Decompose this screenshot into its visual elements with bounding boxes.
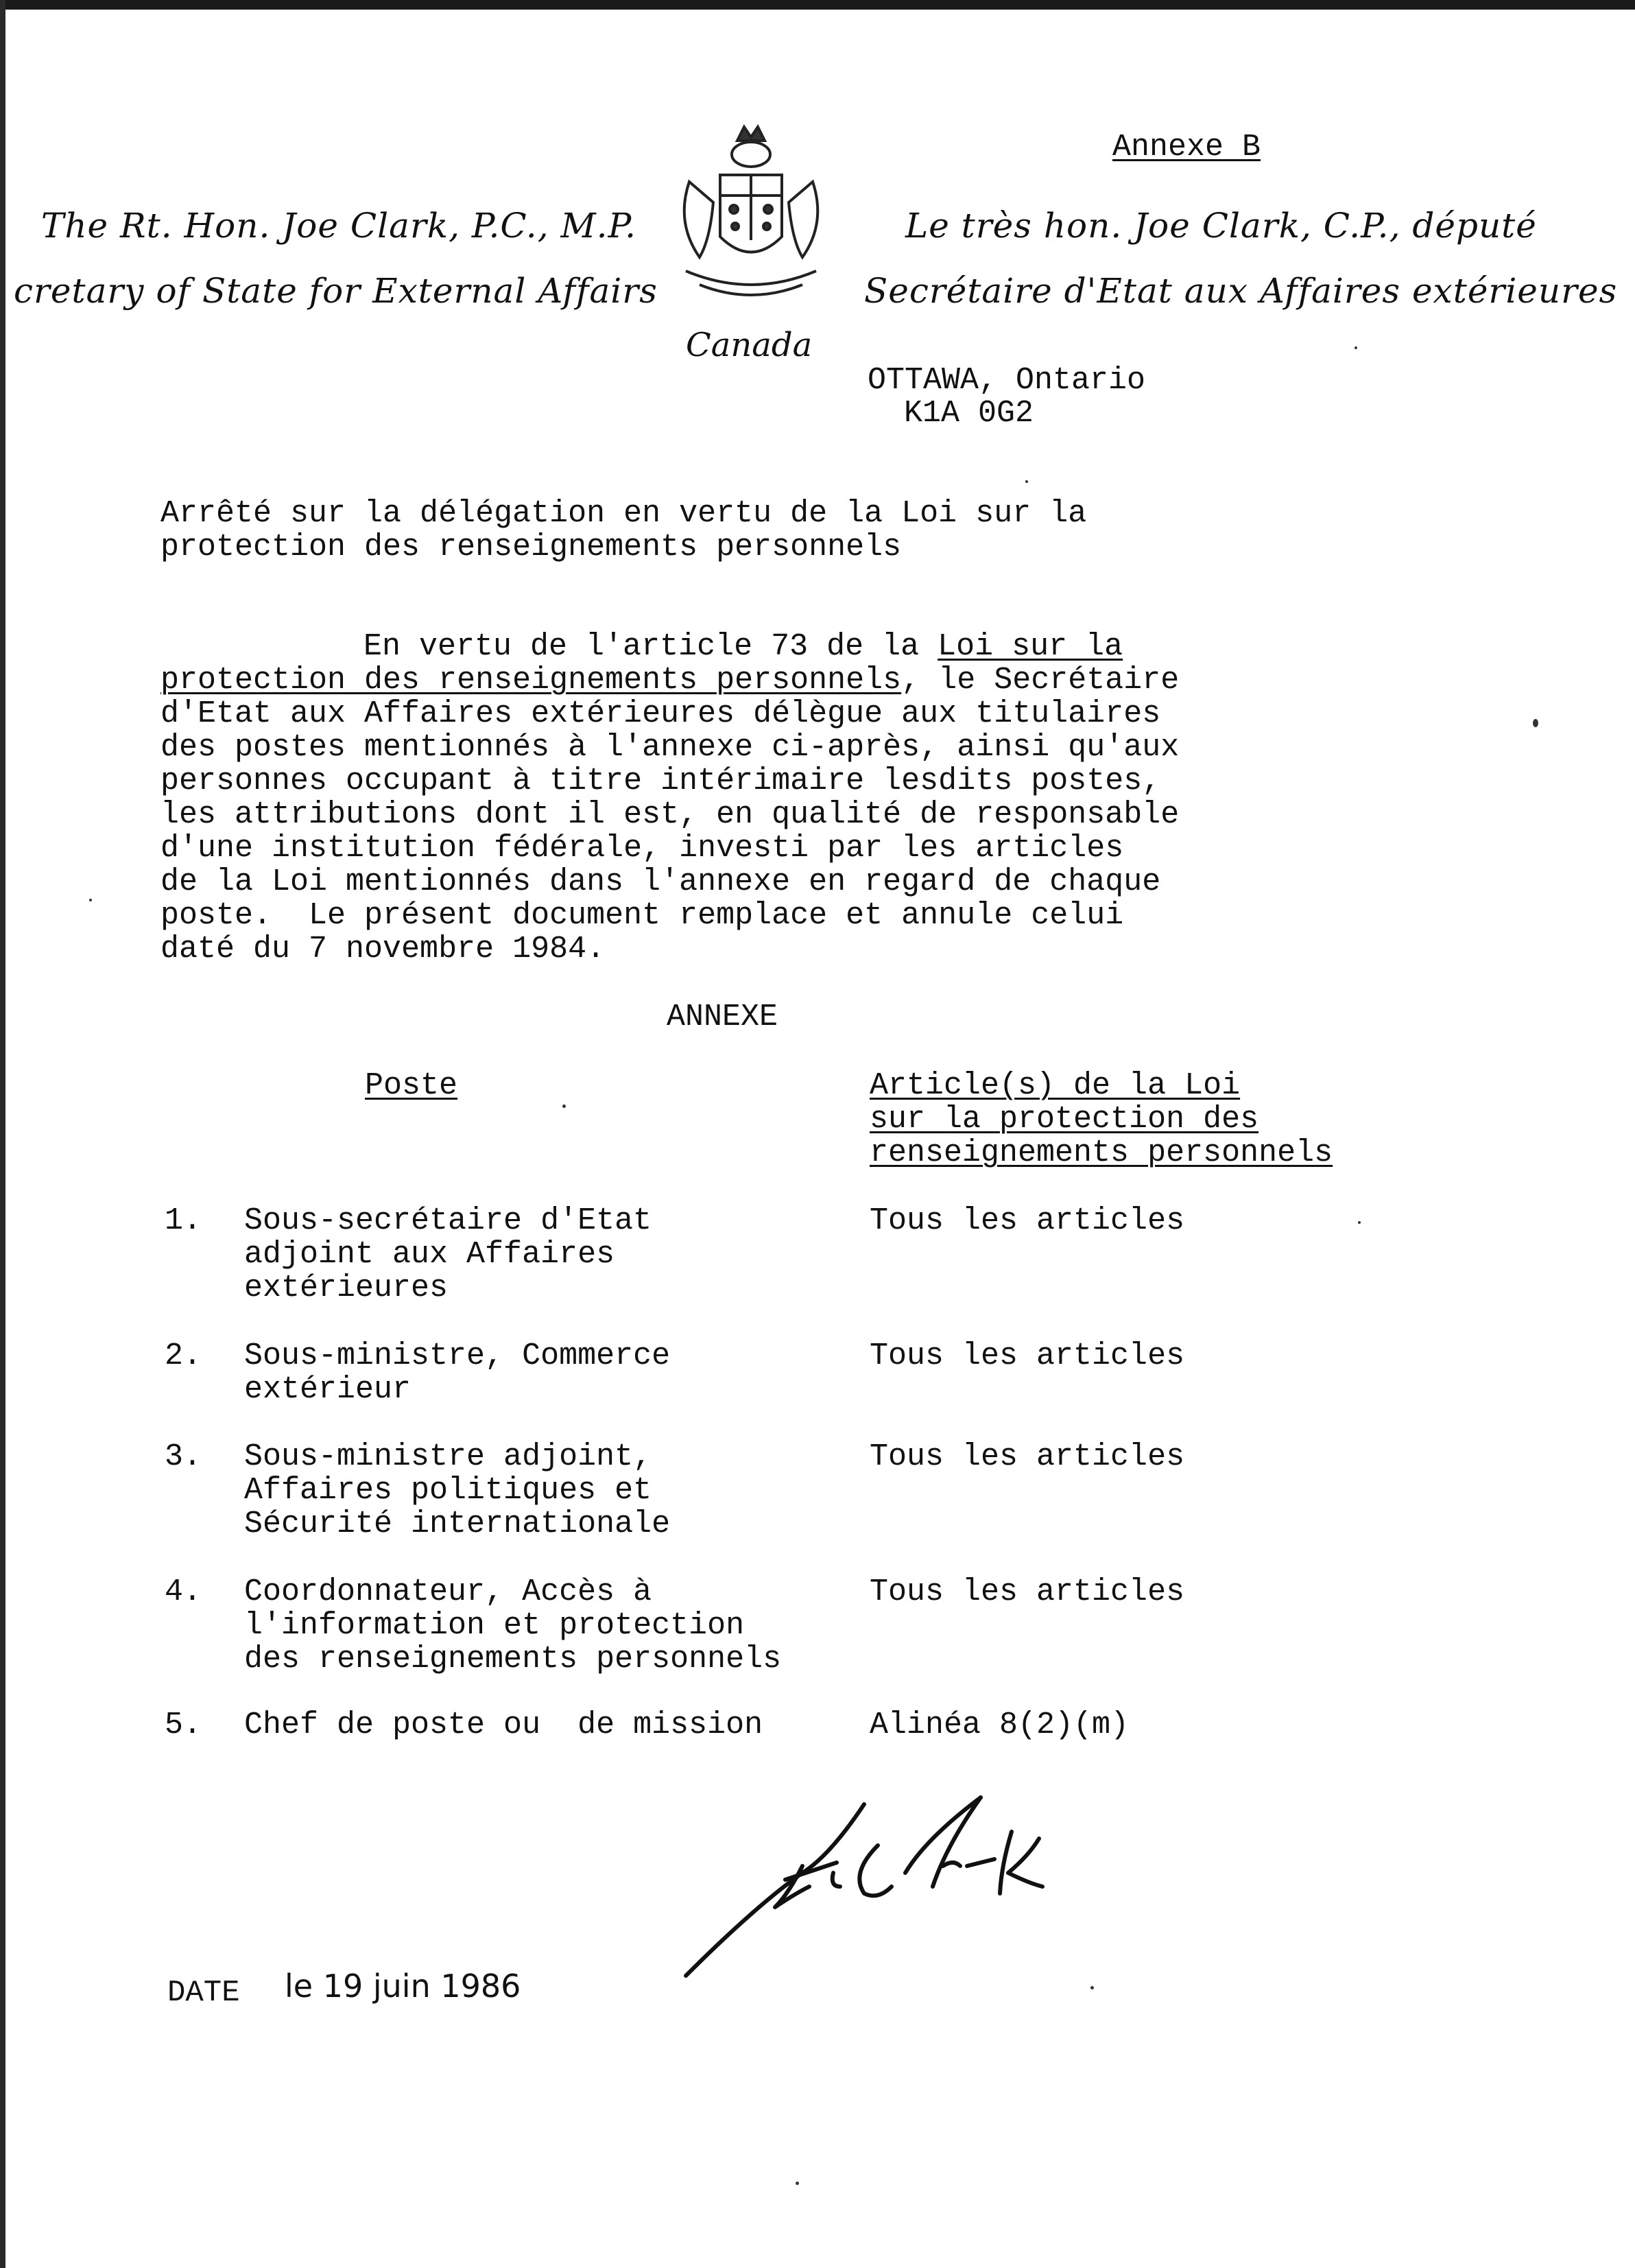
scan-border-top [0,0,1635,10]
row-2-post-line2: extérieur [244,1372,411,1407]
row-1-articles: Tous les articles [870,1203,1185,1238]
body-line-2 [160,663,1179,698]
address-postal: K1A 0G2 [904,396,1034,431]
letterhead-fr-title: Secrétaire d'Etat aux Affaires extérieures [864,271,1618,311]
handwritten-signature [672,1791,1125,1983]
scan-speck [1533,719,1538,727]
row-4-number: 4. [165,1574,202,1609]
row-5-number: 5. [165,1708,202,1743]
column-header-articles-2: sur la protection des [870,1102,1259,1137]
letterhead-fr-name: Le très hon. Joe Clark, C.P., député [905,206,1537,246]
scan-speck [1090,1986,1094,1989]
order-title-line1: Arrêté sur la délégation en vertu de la Loi sur la [160,496,1087,531]
scan-speck [1358,1221,1361,1224]
row-3-post-line1: Sous-ministre adjoint, [244,1439,652,1474]
annex-heading: ANNEXE [667,1000,778,1035]
date-label: DATE [167,1976,240,2010]
body-line-4: des postes mentionnés à l'annexe ci-après, ainsi qu'aux [160,730,1180,765]
column-header-post: Poste [365,1068,458,1103]
letterhead-en-name: The Rt. Hon. Joe Clark, P.C., M.P. [41,206,636,246]
scan-speck [1025,480,1028,483]
body-line-3: d'Etat aux Affaires extérieures délègue aux titulaires [160,696,1161,731]
body-line-9: poste. Le présent document remplace et annule celui [160,898,1124,933]
body-line-1 [363,630,1123,664]
body-line-8: de la Loi mentionnés dans l'annexe en regard de chaque [160,864,1161,899]
row-2-post-line1: Sous-ministre, Commerce [244,1338,671,1373]
row-1-post-line1: Sous-secrétaire d'Etat [244,1203,652,1238]
letterhead-en-title: cretary of State for External Affairs [14,271,658,311]
law-title-part2: protection des renseignements personnels [160,663,902,698]
row-5-articles: Alinéa 8(2)(m) [870,1708,1130,1743]
row-2-articles: Tous les articles [870,1338,1185,1373]
coat-of-arms-icon [672,120,830,305]
row-1-number: 1. [165,1203,202,1238]
body-line-5: personnes occupant à titre intérimaire lesdits postes, [160,764,1161,799]
row-3-post-line2: Affaires politiques et [244,1473,652,1508]
annex-label: Annexe B [1112,130,1261,165]
scan-border-left [0,0,5,2268]
row-1-post-line3: extérieures [244,1271,449,1306]
body-line-2-text: , le Secrétaire [901,663,1180,698]
body-line-10: daté du 7 novembre 1984. [160,932,606,967]
address-city: OTTAWA, Ontario [868,363,1146,398]
row-3-articles: Tous les articles [870,1439,1185,1474]
scan-speck [796,2182,799,2185]
row-4-post-line1: Coordonnateur, Accès à [244,1574,652,1609]
row-3-post-line3: Sécurité internationale [244,1507,671,1541]
row-4-articles: Tous les articles [870,1574,1185,1609]
law-title-part1: Loi sur la [938,629,1123,664]
row-1-post-line2: adjoint aux Affaires [244,1237,615,1272]
column-header-articles-1: Article(s) de la Loi [870,1068,1241,1103]
body-line-1-text: En vertu de l'article 73 de la [363,629,938,664]
crest-caption: Canada [686,326,813,364]
row-4-post-line2: l'information et protection [244,1608,745,1643]
body-line-6: les attributions dont il est, en qualité de responsable [160,797,1180,832]
scan-speck [562,1105,566,1108]
body-line-7: d'une institution fédérale, investi par les articles [160,831,1124,866]
row-3-number: 3. [165,1439,202,1474]
scan-speck [89,899,92,901]
scan-speck [1354,346,1357,349]
column-header-articles-3: renseignements personnels [870,1135,1333,1170]
row-5-post-line1: Chef de poste ou de mission [244,1708,763,1743]
order-title-line2: protection des renseignements personnels [160,530,902,565]
row-2-number: 2. [165,1338,202,1373]
row-4-post-line3: des renseignements personnels [244,1642,782,1677]
date-value: le 19 juin 1986 [285,1968,521,2005]
